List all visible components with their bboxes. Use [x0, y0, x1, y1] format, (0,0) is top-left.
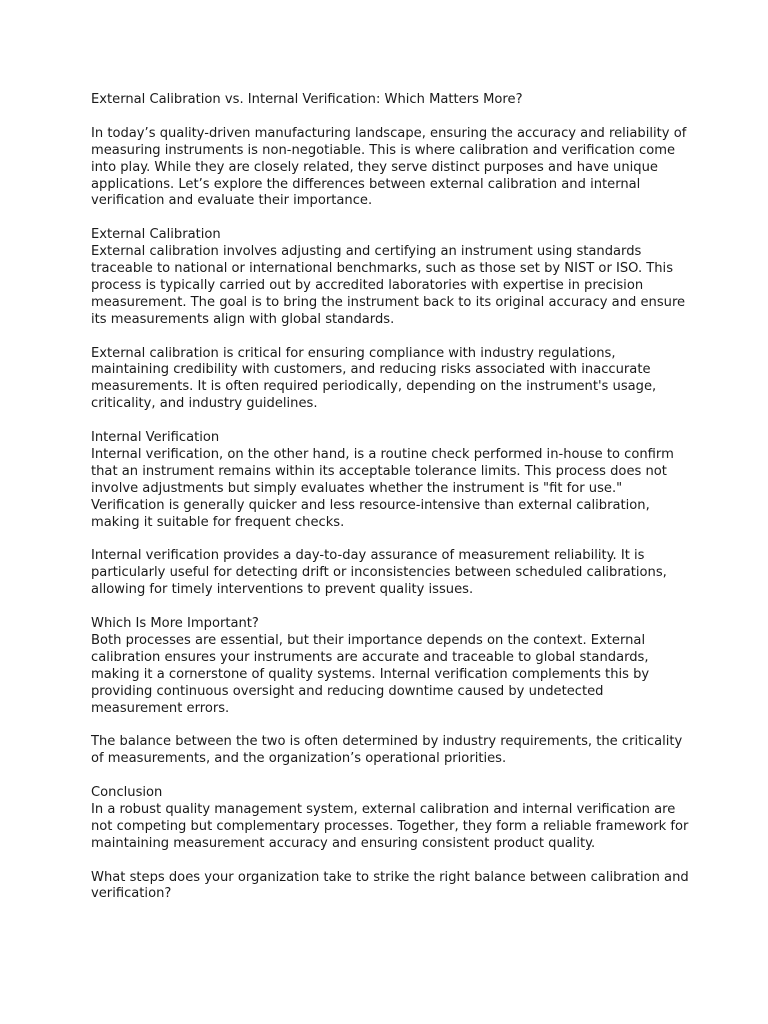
section-paragraph: Internal verification provides a day-to-day assurance of measurement reliability. It is particularly useful for detecting drift or inconsistencies between scheduled calibrations, allowing for timely interventions to prevent quality issues. [91, 548, 667, 598]
intro-paragraph: In today’s quality-driven manufacturing landscape, ensuring the accuracy and reliability of measuring instruments is non-negotiable. This is where calibration and verification come into play. While they are closely related, they serve distinct purposes and have unique applications. Let’s explore the differences between external calibration and internal verification and evaluate their importance. [91, 125, 687, 209]
section-internal-verification [91, 430, 691, 531]
section-paragraph: The balance between the two is often determined by industry requirements, the criticality of measurements, and the organization’s operational priorities. [91, 734, 683, 767]
section-external-calibration [91, 227, 691, 328]
section-paragraph: External calibration involves adjusting and certifying an instrument using standards traceable to national or international benchmarks, such as those set by NIST or ISO. This process is typically carried out by accredited laboratories with expertise in precision measurement. The goal is to bring the instrument back to its original accuracy and ensure its measurements align with global standards. [91, 244, 686, 327]
section-paragraph: Both processes are essential, but their importance depends on the context. External calibration ensures your instruments are accurate and traceable to global standards, making it a cornerstone of quality systems. Internal verification complements this by providing continuous oversight and reducing downtime caused by undetected measurement errors. [91, 632, 650, 716]
section-heading: Conclusion [91, 785, 163, 801]
section-heading: External Calibration [91, 227, 221, 243]
section-paragraph: Internal verification, on the other hand, is a routine check performed in-house to confirm that an instrument remains within its acceptable tolerance limits. This process does not involve adjustments but simply evaluates whether the instrument is "fit for use." Verification is generally quicker and less resource-intensive than external calibration, making it suitable for frequent checks. [91, 446, 674, 530]
section-which-is-more-important [91, 616, 691, 717]
section-conclusion [91, 785, 691, 853]
section-paragraph: In a robust quality management system, external calibration and internal verification are not competing but complementary processes. Together, they form a reliable framework for maintaining measurement accuracy and ensuring consistent product quality. [91, 801, 689, 851]
document-title: External Calibration vs. Internal Verification: Which Matters More? [91, 92, 523, 107]
section-heading: Which Is More Important? [91, 616, 259, 631]
document-body [91, 92, 691, 920]
section-paragraph: External calibration is critical for ensuring compliance with industry regulations, maintaining credibility with customers, and reducing risks associated with inaccurate measurements. It is often required periodically, depending on the instrument's usage, criticality, and industry guidelines. [91, 345, 657, 412]
section-heading: Internal Verification [91, 430, 220, 446]
closing-question: What steps does your organization take to strike the right balance between calibration and verification? [91, 869, 689, 902]
